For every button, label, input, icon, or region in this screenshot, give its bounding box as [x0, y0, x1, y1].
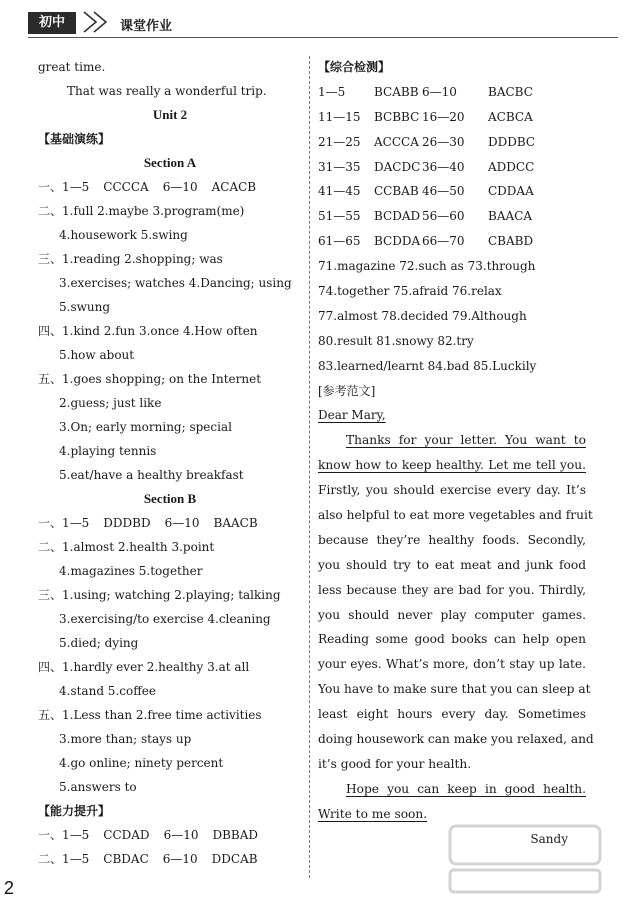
ability-heading: 【能力提升】: [38, 804, 111, 818]
section-a-title: Section A: [143, 155, 197, 170]
letter-line: know how to keep healthy. Let me tell you.: [318, 458, 586, 473]
page-header: [28, 10, 618, 34]
fill-line: 80.result 81.snowy 82.try: [318, 333, 474, 348]
answer-range: 一、1—5: [38, 828, 90, 842]
answer-range: 61—65: [318, 234, 361, 249]
answer-range: 6—10: [164, 516, 200, 530]
answer-line: 三、1.reading 2.shopping; was: [38, 252, 223, 266]
letter-line: it’s good for your health.: [318, 756, 472, 771]
letter-body: [318, 429, 594, 777]
answer-line: 二、1.almost 2.health 3.point: [38, 540, 215, 554]
answer-line: 5.how about: [59, 348, 135, 362]
salutation: Dear Mary,: [318, 408, 386, 423]
watermark-logo: [440, 818, 610, 898]
answer-line: 5.swung: [59, 300, 111, 314]
answer-key: CCDAD: [103, 828, 150, 842]
answer-line: 2.guess; just like: [59, 396, 162, 410]
mc-line: [318, 205, 586, 230]
letter-line: your eyes. What’s more, don’t stay up late.: [318, 657, 586, 672]
right-column: [318, 56, 594, 853]
answer-key: ADDCC: [488, 159, 535, 174]
answer-key: BCDAD: [374, 209, 421, 224]
header-title: 课堂作业: [120, 19, 173, 34]
intro-line: great time.: [38, 60, 106, 74]
header-rule: [28, 37, 618, 38]
letter-line: you should never play computer games.: [318, 607, 586, 622]
ability-answers: [38, 824, 302, 872]
letter-line: Thanks for your letter. You want to: [346, 433, 586, 448]
answer-line: [38, 512, 302, 536]
answer-line: [38, 848, 302, 872]
answer-range: 36—40: [422, 159, 465, 174]
answer-range: 6—10: [162, 180, 198, 194]
section-a-answers: [38, 176, 302, 488]
answer-line: 5.died; dying: [59, 636, 139, 650]
letter-line: You have to make sure that you can sleep at: [318, 682, 591, 697]
answer-line: 四、1.kind 2.fun 3.once 4.How often: [38, 324, 258, 338]
answer-key: ACBCA: [488, 109, 533, 124]
mc-line: [318, 81, 586, 106]
answer-line: 4.magazines 5.together: [59, 564, 203, 578]
answer-key: BACBC: [488, 84, 533, 99]
letter-line: less because they are bad for you. Thirdly,: [318, 582, 586, 597]
answer-key: CBDAC: [103, 852, 149, 866]
answer-key: BCBBC: [374, 109, 420, 124]
unit-title: Unit 2: [152, 107, 188, 122]
fill-line: 71.magazine 72.such as 73.through: [318, 259, 536, 274]
signature: Sandy: [530, 831, 568, 846]
answer-key: BCABB: [374, 84, 419, 99]
answer-line: 四、1.hardly ever 2.healthy 3.at all: [38, 660, 250, 674]
letter-line: because they’re healthy foods. Secondly,: [318, 532, 586, 547]
answer-line: 4.housework 5.swing: [59, 228, 188, 242]
answer-key: BCDDA: [374, 234, 421, 249]
answer-line: [38, 824, 302, 848]
sample-heading: [参考范文]: [318, 383, 376, 398]
answer-key: DDDBC: [488, 134, 536, 149]
test-heading: 【综合检测】: [318, 60, 391, 74]
answer-line: 5.eat/have a healthy breakfast: [59, 468, 244, 482]
answer-line: 4.stand 5.coffee: [59, 684, 156, 698]
fill-answers: [318, 255, 586, 379]
answer-key: DBBAD: [212, 828, 259, 842]
letter-line: least eight hours every day. Sometimes: [318, 707, 586, 722]
answer-key: CCCCA: [103, 180, 149, 194]
section-b-answers: [38, 512, 302, 800]
answer-key: CDDAA: [488, 184, 534, 199]
fill-line: 74.together 75.afraid 76.relax: [318, 284, 502, 299]
letter-line: you should try to eat meat and junk food: [318, 557, 586, 572]
double-chevron-icon: [80, 8, 116, 36]
answer-line: 二、1.full 2.maybe 3.program(me): [38, 204, 245, 218]
answer-line: 4.go online; ninety percent: [59, 756, 224, 770]
page-number: 2: [4, 878, 15, 898]
mc-line: [318, 156, 586, 181]
answer-key: ACACB: [211, 180, 257, 194]
letter-line: Firstly, you should exercise every day. It’s: [318, 483, 586, 498]
column-divider: [309, 56, 310, 878]
fill-line: 77.almost 78.decided 79.Although: [318, 308, 527, 323]
answer-key: BAACB: [213, 516, 258, 530]
mc-line: [318, 106, 586, 131]
answer-range: 41—45: [318, 184, 361, 199]
answer-range: 6—10: [162, 852, 198, 866]
mc-line: [318, 230, 586, 255]
answer-line: 3.more than; stays up: [59, 732, 192, 746]
closing-line: Write to me soon.: [318, 806, 428, 821]
answer-key: CBABD: [488, 234, 534, 249]
answer-line: 三、1.using; watching 2.playing; talking: [38, 588, 281, 602]
answer-key: DDCAB: [211, 852, 258, 866]
answer-range: 6—10: [422, 84, 457, 99]
answer-line: [38, 176, 302, 200]
answer-key: DACDC: [374, 159, 421, 174]
answer-line: 五、1.Less than 2.free time activities: [38, 708, 262, 722]
answer-range: 二、1—5: [38, 852, 90, 866]
answer-range: 1—5: [318, 84, 346, 99]
grade-badge: 初中: [28, 12, 76, 34]
mc-line: [318, 180, 586, 205]
answer-range: 一、1—5: [38, 516, 90, 530]
answer-line: 3.On; early morning; special: [59, 420, 232, 434]
answer-range: 一、1—5: [38, 180, 90, 194]
letter-line: also helpful to eat more vegetables and fruit: [318, 508, 593, 523]
section-b-title: Section B: [143, 491, 197, 506]
answer-range: 26—30: [422, 134, 465, 149]
answer-range: 46—50: [422, 184, 465, 199]
mc-answers: [318, 81, 586, 255]
answer-range: 31—35: [318, 159, 361, 174]
answer-key: CCBAB: [374, 184, 419, 199]
answer-range: 11—15: [318, 109, 361, 124]
answer-line: 五、1.goes shopping; on the Internet: [38, 372, 262, 386]
mc-line: [318, 131, 586, 156]
letter-line: Reading some good books can help open: [318, 632, 586, 647]
answer-range: 21—25: [318, 134, 361, 149]
closing-line: Hope you can keep in good health.: [346, 781, 586, 796]
letter-line: doing housework can make you relaxed, and: [318, 732, 594, 747]
answer-key: ACCCA: [374, 134, 419, 149]
left-column: [38, 56, 302, 872]
answer-range: 16—20: [422, 109, 465, 124]
answer-key: BAACA: [488, 209, 532, 224]
answer-line: 3.exercises; watches 4.Dancing; using: [59, 276, 292, 290]
answer-key: DDDBD: [103, 516, 151, 530]
answer-range: 66—70: [422, 234, 465, 249]
basic-heading: 【基础演练】: [38, 132, 111, 146]
answer-line: 3.exercising/to exercise 4.cleaning: [59, 612, 271, 626]
answer-line: 4.playing tennis: [59, 444, 157, 458]
fill-line: 83.learned/learnt 84.bad 85.Luckily: [318, 358, 537, 373]
answer-range: 56—60: [422, 209, 465, 224]
answer-range: 51—55: [318, 209, 361, 224]
answer-line: 5.answers to: [59, 780, 137, 794]
answer-range: 6—10: [163, 828, 199, 842]
intro-line: That was really a wonderful trip.: [67, 84, 267, 98]
